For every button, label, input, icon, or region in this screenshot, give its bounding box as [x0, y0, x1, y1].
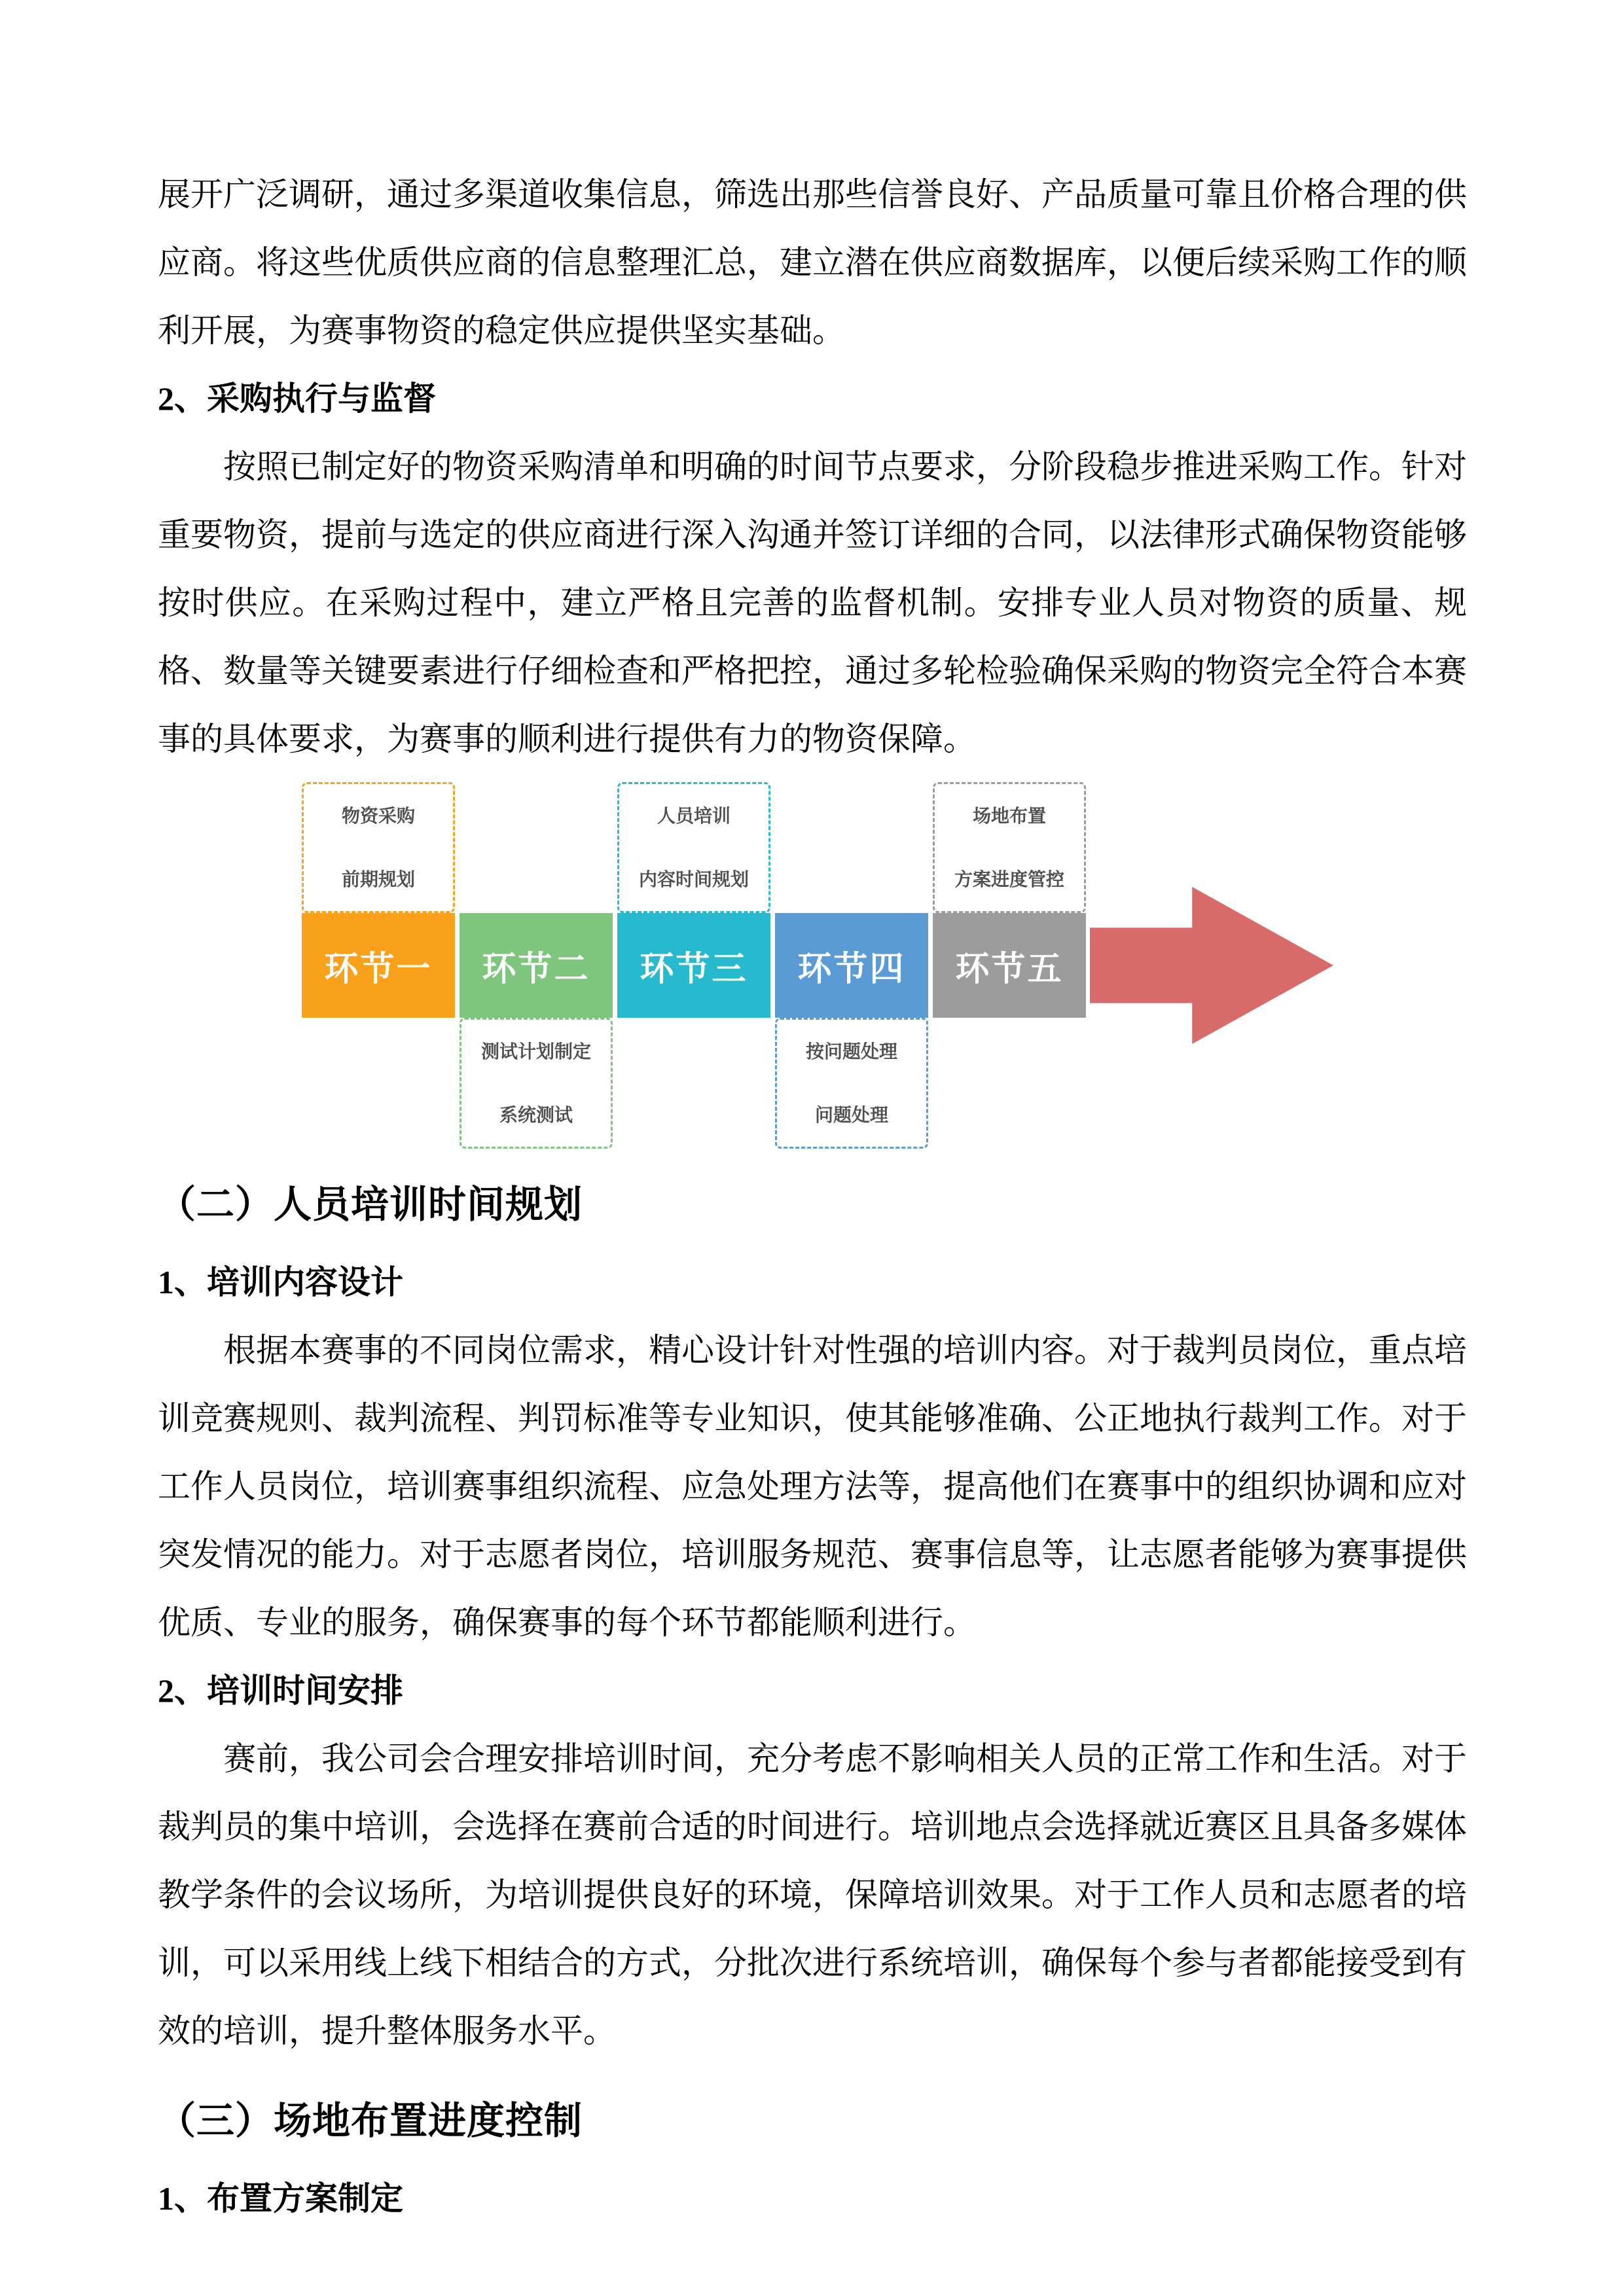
heading-layout-plan: 1、布置方案制定 [158, 2180, 403, 2217]
heading-training-time-arrangement: 2、培训时间安排 [158, 1672, 403, 1709]
heading-training-content-design: 1、培训内容设计 [158, 1264, 403, 1300]
step-1 [302, 913, 455, 1018]
process-flow-diagram [158, 782, 1467, 1149]
callout-issue-handling [775, 1018, 928, 1149]
step-4 [775, 913, 928, 1018]
flow-arrow-icon [1090, 887, 1333, 1044]
step-3-label: 环节三 [640, 950, 748, 988]
callout-line: 物资采购 [341, 806, 415, 826]
paragraph-supplier-research: 展开广泛调研，通过多渠道收集信息，筛选出那些信誉良好、产品质量可靠且价格合理的供应商。将这些优质供应商的信息整理汇总，建立潜在供应商数据库，以便后续采购工作的顺利开展，为赛事物资的稳定供应提供坚实基础。 [158, 176, 1467, 349]
step-5-label: 环节五 [955, 950, 1064, 988]
heading-venue-progress-control: （三）场地布置进度控制 [158, 2100, 583, 2142]
callout-line: 按问题处理 [805, 1041, 897, 1062]
callout-line: 前期规划 [341, 869, 415, 889]
callout-line: 问题处理 [814, 1105, 888, 1125]
callout-line: 方案进度管控 [954, 869, 1064, 889]
paragraph-procurement-execution: 按照已制定好的物资采购清单和明确的时间节点要求，分阶段稳步推进采购工作。针对重要物资，提前与选定的供应商进行深入沟通并签订详细的合同，以法律形式确保物资能够按时供应。在采购过程中，建立严格且完善的监督机制。安排专业人员对物资的质量、规格、数量等关键要素进行仔细检查和严格把控，通过多轮检验确保采购的物资完全符合本赛事的具体要求，为赛事的顺利进行提供有力的物资保障。 [158, 448, 1467, 757]
callout-personnel-training [617, 782, 770, 913]
step-2 [460, 913, 613, 1018]
heading-procurement-supervision: 2、采购执行与监督 [158, 380, 436, 417]
step-5 [933, 913, 1086, 1018]
paragraph-training-content: 根据本赛事的不同岗位需求，精心设计针对性强的培训内容。对于裁判员岗位，重点培训竞赛规则、裁判流程、判罚标准等专业知识，使其能够准确、公正地执行裁判工作。对于工作人员岗位，培训赛事组织流程、应急处理方法等，提高他们在赛事中的组织协调和应对突发情况的能力。对于志愿者岗位，培训服务规范、赛事信息等，让志愿者能够为赛事提供优质、专业的服务，确保赛事的每个环节都能顺利进行。 [158, 1332, 1467, 1641]
heading-training-time-planning: （二）人员培训时间规划 [158, 1183, 583, 1226]
callout-material-procurement [302, 782, 455, 913]
callout-line: 系统测试 [499, 1105, 573, 1125]
callout-line: 场地布置 [972, 806, 1046, 826]
callout-venue-layout [933, 782, 1086, 913]
step-2-label: 环节二 [482, 950, 590, 988]
step-3 [617, 913, 770, 1018]
document-page [158, 160, 1467, 2233]
step-1-label: 环节一 [324, 950, 433, 988]
callout-line: 测试计划制定 [480, 1041, 591, 1062]
step-4-label: 环节四 [797, 950, 906, 988]
callout-test-plan [460, 1018, 613, 1149]
paragraph-training-time: 赛前，我公司会合理安排培训时间，充分考虑不影响相关人员的正常工作和生活。对于裁判员的集中培训，会选择在赛前合适的时间进行。培训地点会选择就近赛区且具备多媒体教学条件的会议场所，为培训提供良好的环境，保障培训效果。对于工作人员和志愿者的培训，可以采用线上线下相结合的方式，分批次进行系统培训，确保每个参与者都能接受到有效的培训，提升整体服务水平。 [158, 1740, 1467, 2049]
callout-line: 内容时间规划 [638, 869, 749, 889]
callout-line: 人员培训 [657, 806, 731, 826]
